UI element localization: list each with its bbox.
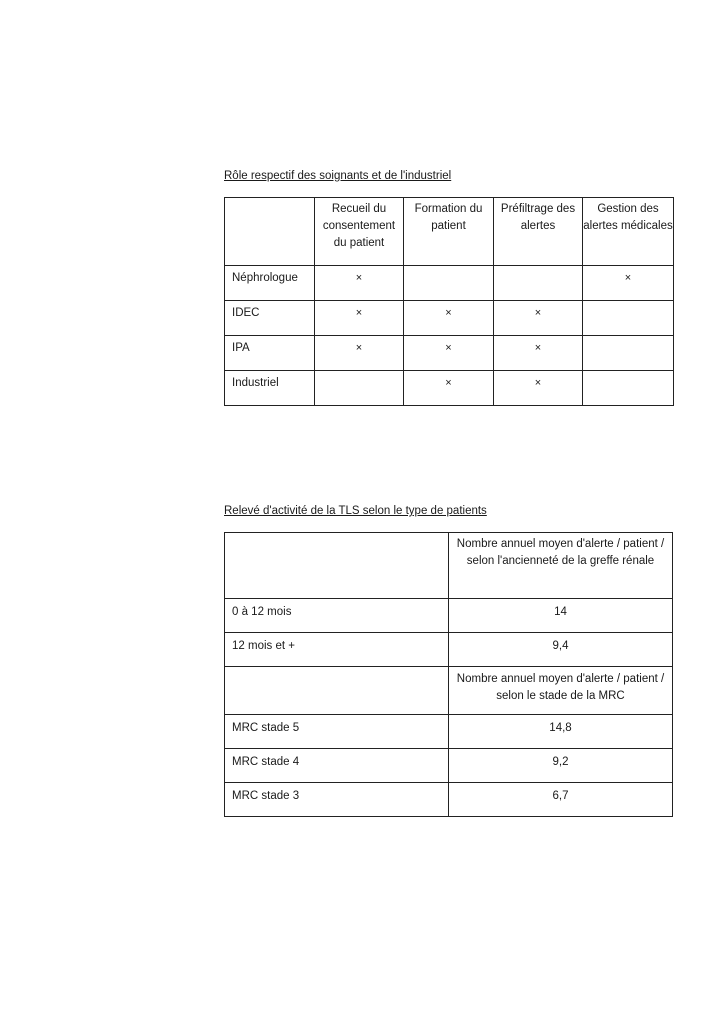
activity-header-graft-seniority: Nombre annuel moyen d'alerte / patient / selon l'ancienneté de la greffe rénale [449, 533, 673, 599]
row-label: IDEC [225, 301, 315, 336]
row-label: 0 à 12 mois [225, 599, 449, 633]
roles-header-prefilter: Préfiltrage des alertes [494, 198, 583, 266]
row-label: Industriel [225, 371, 315, 406]
activity-header-empty [225, 533, 449, 599]
roles-table [224, 197, 674, 406]
roles-header-empty [225, 198, 315, 266]
roles-header-training: Formation du patient [404, 198, 494, 266]
role-mark: × [494, 301, 583, 336]
role-mark: × [494, 336, 583, 371]
role-mark [315, 371, 404, 406]
row-label: MRC stade 4 [225, 749, 449, 783]
table2-caption: Relevé d'activité de la TLS selon le type de patients [224, 505, 487, 517]
activity-header-row [225, 533, 673, 599]
table-row [225, 266, 674, 301]
activity-subheader-row [225, 667, 673, 715]
table1-caption: Rôle respectif des soignants et de l'industriel [224, 170, 452, 182]
roles-header-alert-management: Gestion des alertes médicales [583, 198, 674, 266]
row-label: IPA [225, 336, 315, 371]
table-row [225, 749, 673, 783]
row-label: MRC stade 3 [225, 783, 449, 817]
row-value: 14,8 [449, 715, 673, 749]
row-label: Néphrologue [225, 266, 315, 301]
table-row [225, 371, 674, 406]
role-mark [583, 336, 674, 371]
role-mark: × [315, 301, 404, 336]
activity-table [224, 532, 673, 817]
row-value: 14 [449, 599, 673, 633]
role-mark [583, 371, 674, 406]
role-mark: × [315, 336, 404, 371]
role-mark: × [583, 266, 674, 301]
role-mark: × [315, 266, 404, 301]
table-row [225, 599, 673, 633]
role-mark: × [404, 336, 494, 371]
activity-header-mrc-stage: Nombre annuel moyen d'alerte / patient / selon le stade de la MRC [449, 667, 673, 715]
row-value: 6,7 [449, 783, 673, 817]
role-mark: × [404, 371, 494, 406]
table-row [225, 783, 673, 817]
role-mark: × [494, 371, 583, 406]
activity-subheader-empty [225, 667, 449, 715]
role-mark [583, 301, 674, 336]
role-mark: × [404, 301, 494, 336]
table-row [225, 301, 674, 336]
table-row [225, 336, 674, 371]
table-row [225, 715, 673, 749]
role-mark [494, 266, 583, 301]
row-value: 9,2 [449, 749, 673, 783]
role-mark [404, 266, 494, 301]
row-value: 9,4 [449, 633, 673, 667]
row-label: MRC stade 5 [225, 715, 449, 749]
roles-header-consent: Recueil du consentement du patient [315, 198, 404, 266]
roles-header-row [225, 198, 674, 266]
table-row [225, 633, 673, 667]
row-label: 12 mois et + [225, 633, 449, 667]
